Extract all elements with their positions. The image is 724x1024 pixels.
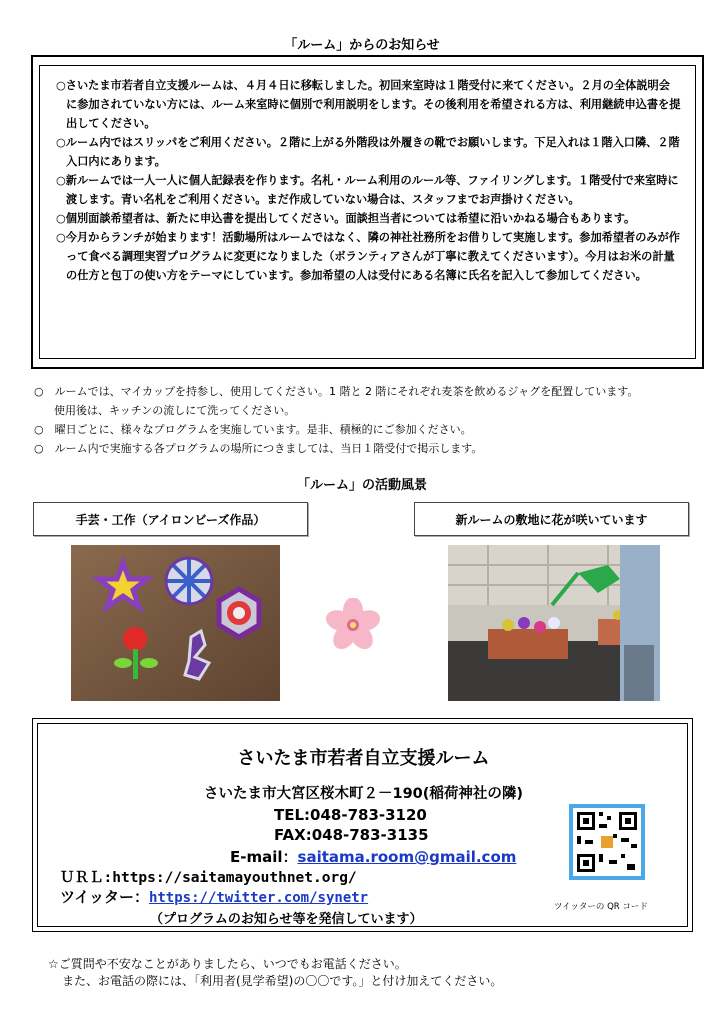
notice-item-slippers: ○ルーム内ではスリッパをご利用ください。２階に上がる外階段は外履きの靴でお願いします。下足入れは１階入口隣、２階入口内にあります。 [56,136,680,168]
notice-content [39,65,696,359]
twitter-line [60,886,368,907]
bullet-item [34,382,704,401]
bullet-mark: ○ [34,385,44,398]
notice-item-relocation: ○さいたま市若者自立支援ルームは、４月４日に移転しました。初回来室時は１階受付に来てください。２月の全体説明会に参加されていない方には、ルーム来室時に個別で利用説明をします。その後利用を希望される方は、利用継続申込書を提出してください。 [56,79,681,130]
twitter-label: ツイッター： [60,888,149,906]
activity-title: 「ルーム」の活動風景 [296,478,427,493]
bullet-text: ルームでは、マイカップを持参し、使用してください。1 階と 2 階にそれぞれ麦茶を飲めるジャグを配置しています。 [54,385,639,398]
url-link[interactable]: ＵＲＬ:https://saitamayouthnet.org/ [60,870,357,886]
bullet-mark: ○ [34,442,44,455]
footer-note [48,956,502,990]
caption-flowers: 新ルームの敷地に花が咲いています [414,502,689,536]
fax-number: FAX:048-783-3135 [274,826,429,844]
crafts-photo [71,545,280,701]
tel-number: TEL:048-783-3120 [274,806,427,824]
tulip-bead-craft [123,627,147,651]
notice-box [31,55,704,369]
twitter-link[interactable]: https://twitter.com/synetr [148,890,369,906]
footer-line-1: ☆ご質問や不安なことがありましたら、いつでもお電話ください。 [48,957,407,971]
notice-item-lunch: ○今月からランチが始まります！活動場所はルームではなく、隣の神社社務所をお借りして実施します。参加希望者のみが作って食べる調理実習プログラムに変更になりました（ボランティアさんが丁寧に教えてくださいます）。今月はお米の計量の仕方と包丁の使い方をテーマにしています。参加希望の人は受付にある名簿に氏名を記入して参加してください。 [56,231,680,282]
email-label: E-mail： [230,848,298,866]
qr-caption: ツイッターの QR コード [554,902,648,912]
bullet-text: 使用後は、キッチンの流しにて洗ってください。 [54,404,296,417]
planter-box [488,629,568,659]
org-name: さいたま市若者自立支援ルーム [237,748,490,769]
twitter-note: （プログラムのお知らせ等を発信しています） [150,912,423,927]
footer-line-2: また、お電話の際には、「利用者(見学希望)の〇〇です。」と付け加えてください。 [62,974,503,988]
flowers-photo [448,545,660,701]
contact-box [32,718,693,932]
email-link[interactable]: saitama.room@gmail.com [297,848,517,866]
bullet-text: 曜日ごとに、様々なプログラムを実施しています。是非、積極的にご参加ください。 [54,423,472,436]
bullet-item [34,420,704,439]
contact-inner [37,723,688,927]
notice-item-records: ○新ルームでは一人一人に個人記録表を作ります。名札・ルーム利用のルール等、ファイリングします。１階受付で来室時に渡します。青い名札をご利用ください。まだ作成していない場合は、スタッフまでお声掛けください。 [56,174,679,206]
caption-crafts: 手芸・工作（アイロンビーズ作品） [33,502,308,536]
notice-item-interview: ○個別面談希望者は、新たに申込書を提出してください。面談担当者については希望に沿いかねる場合もあります。 [56,212,636,225]
bullet-text: ルーム内で実施する各プログラムの場所につきましては、当日１階受付で掲示します。 [54,442,483,455]
address: さいたま市大宮区桜木町２－190(稲荷神社の隣) [203,786,524,802]
info-bullets [34,382,704,458]
notice-title: 「ルーム」からのお知らせ [284,38,440,53]
bullet-item [34,401,704,420]
email-line [230,846,516,867]
bullet-item [34,439,704,458]
sakura-flower-icon [326,598,380,652]
bullet-mark: ○ [34,423,44,436]
qr-code[interactable] [569,804,645,880]
